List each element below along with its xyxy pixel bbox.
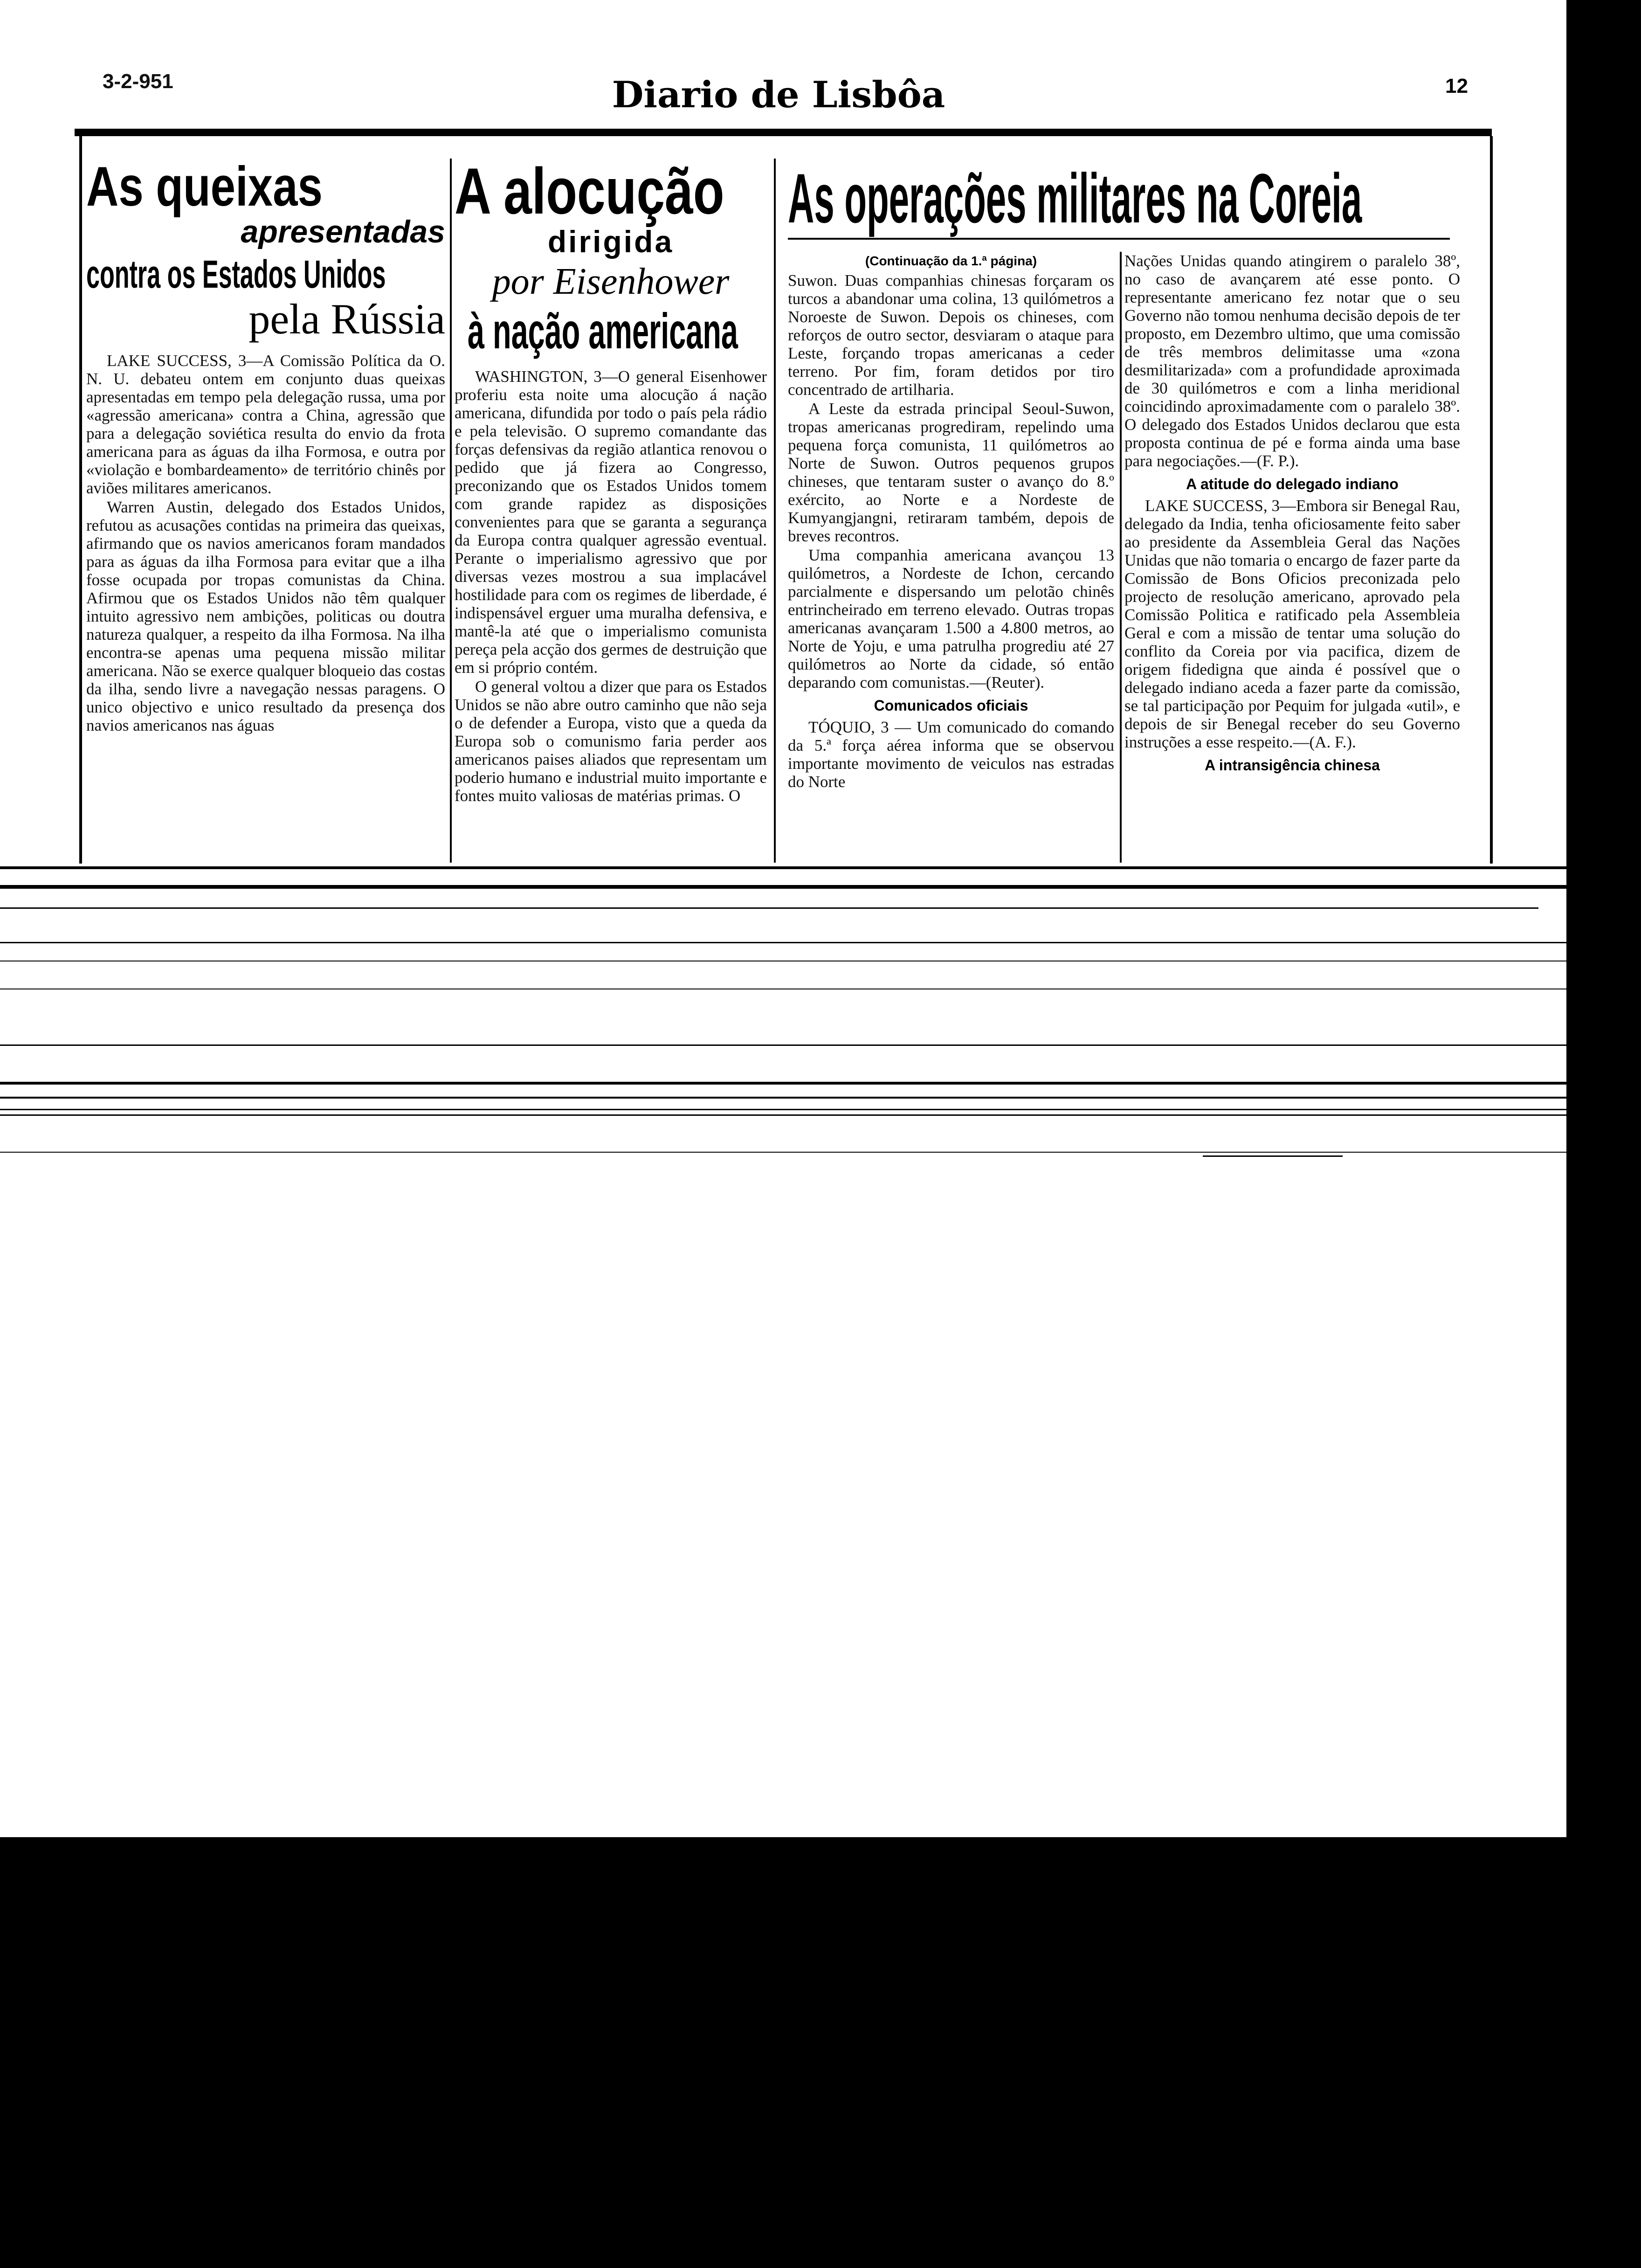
article-queixas-headline-3: contra os Estados Unidos <box>86 252 386 296</box>
article-coreia-paragraph: A Leste da estrada principal Seoul-Suwon, tropas americanas progrediram, repelindo uma pequena força comunista, 11 quilómetros ao Norte de Suwon. Outros pequenos grupos chineses, que tentaram suster o avanço do 8.º exército, ao Norte e a Nordeste de Kumyangjangni, retiraram também, depois de breves recontros. <box>788 400 1114 545</box>
page-number: 12 <box>1445 75 1468 97</box>
article-coreia-paragraph: TÓQUIO, 3 — Um comunicado do comando da 5.ª força aérea informa que se observou importante movimento de veiculos nas estradas do Norte <box>788 718 1114 791</box>
article-alocucao <box>455 140 767 858</box>
article-coreia-paragraph: Suwon. Duas companhias chinesas forçaram os turcos a abandonar uma colina, 13 quilómetros a Noroeste de Suwon. Depois os chineses, com reforços de outro sector, desviaram o ataque para Leste, forçando tropas americanas a ceder terreno. Por fim, foram detidos por tiro concentrado de artilharia. <box>788 271 1114 399</box>
article-queixas-headline: As queixas <box>86 155 323 218</box>
article-alocucao-paragraph: WASHINGTON, 3—O general Eisenhower proferiu esta noite uma alocução á nação americana, difundida por todo o país pela rádio e pela televisão. O supremo comandante das forças defensivas da região atlantica renovou o pedido que já fizera ao Congresso, preconizando que os Estados Unidos tomem com grande rapidez as disposições convenientes para que se garanta a segurança da Europa contra qualquer agressão eventual. Perante o imperialismo agressivo que por diversas vezes mostrou a sua implacável hostilidade para com os regimes de liberdade, é indispensável erguer uma muralha defensiva, e mantê-la até que o imperialismo comunista pereça pela acção dos germes de destruição que em si próprio contém. <box>455 367 767 677</box>
subhead-comunicados: Comunicados oficiais <box>874 697 1028 714</box>
column-divider <box>1120 252 1122 863</box>
article-alocucao-headline-4: à nação americana <box>468 303 738 359</box>
headline-rule <box>788 238 1450 240</box>
masthead <box>0 65 1566 126</box>
article-coreia-column-2 <box>1124 252 1460 858</box>
article-coreia-paragraph: Nações Unidas quando atingirem o paralelo 38º, no caso de avançarem até esse ponto. O representante americano fez notar que o seu Governo não tomou nenhuma decisão depois de ter proposto, em Dezembro ultimo, que uma comissão de três membros delimitasse uma «zona desmilitarizada» com a profundidade aproximada de 30 quilómetros e com a linha meridional coincidindo aproximadamente com o paralelo 38º. O delegado dos Estados Unidos declarou que esta proposta continua de pé e forma ainda uma base para negociações.—(F. P.). <box>1124 252 1460 470</box>
article-queixas-paragraph: Warren Austin, delegado dos Estados Unidos, refutou as acusações contidas na primeira das queixas, afirmando que os navios americanos foram mandados para as águas da ilha Formosa para evitar que a ilha fosse ocupada por tropas comunistas da China. Afirmou que os Estados Unidos não têm qualquer intuito agressivo nem ambições, politicas ou doutra natureza qualquer, a respeito da ilha Formosa. Na ilha encontra-se apenas uma pequena missão militar americana. Não se exerce qualquer bloqueio das costas da ilha, sendo livre a navegação nessas paragens. O unico objectivo e unico resultado da presença dos navios americanos nas águas <box>86 498 445 734</box>
article-coreia-paragraph: Uma companhia americana avançou 13 quilómetros, a Nordeste de Ichon, cercando parcialmente e dispersando um pelotão chinês entrincheirado em terreno elevado. Outras tropas americanas avançaram 1.500 a 4.800 metros, ao Norte de Yoju, e uma patrulha progrediu até 27 quilómetros ao Norte da cidade, só então deparando com comunistas.—(Reuter). <box>788 546 1114 691</box>
article-alocucao-headline-3: por Eisenhower <box>492 261 730 302</box>
article-queixas-paragraph: LAKE SUCCESS, 3—A Comissão Política da O. N. U. debateu ontem em conjunto duas queixas apresentadas em tempo pela delegação russa, uma por «agressão americana» contra a China, agressão que para a delegação soviética resulta do envio da frota americana para as águas da ilha Formosa, e outra por «violação e bombardeamento» de território chinês por aviões militares americanos. <box>86 352 445 497</box>
continuation-note: (Continuação da 1.ª página) <box>865 254 1037 268</box>
article-coreia-paragraph: LAKE SUCCESS, 3—Embora sir Benegal Rau, delegado da India, tenha oficiosamente feito saber ao presidente da Assembleia Geral das Nações Unidas que não tomaria o encargo de fazer parte da Comissão de Bons Oficios preconizada pelo projecto de resolução americano, aprovado pela Comissão Politica e ratificado pela Assembleia Geral e com a missão de tentar uma solução do conflito da Coreia por via pacifica, dizem de origem fidedigna que ainda é possível que o delegado indiano aceda a fazer parte da comissão, se tal participação por Pequim for julgada «util», e depois de sir Benegal receber do seu Governo instruções a esse respeito.—(A. F.). <box>1124 497 1460 751</box>
article-coreia-column-1 <box>788 252 1114 858</box>
article-alocucao-headline-2: dirigida <box>547 224 674 259</box>
newspaper-title: Diario de Lisbôa <box>612 74 945 116</box>
column-divider <box>774 159 776 863</box>
column-divider <box>450 159 452 863</box>
subhead-delegado-indiano: A atitude do delegado indiano <box>1186 476 1399 492</box>
issue-date: 3-2-951 <box>103 70 173 93</box>
article-alocucao-headline: A alocução <box>455 154 724 228</box>
article-queixas <box>86 140 445 858</box>
article-alocucao-paragraph: O general voltou a dizer que para os Estados Unidos se não abre outro caminho que não seja o de defender a Europa, visto que a queda da Europa sob o comunismo faria perder aos americanos paises aliados que representam um poderio humano e industrial muito importante e fontes muito valiosas de matérias primas. O <box>455 678 767 805</box>
article-coreia-headline: As operações militares na Coreia <box>788 159 1362 237</box>
masthead-rule <box>75 129 1492 136</box>
subhead-intransigencia: A intransigência chinesa <box>1205 757 1380 774</box>
article-queixas-headline-2: apresentadas <box>241 214 445 249</box>
article-queixas-headline-4: pela Rússia <box>248 295 445 343</box>
